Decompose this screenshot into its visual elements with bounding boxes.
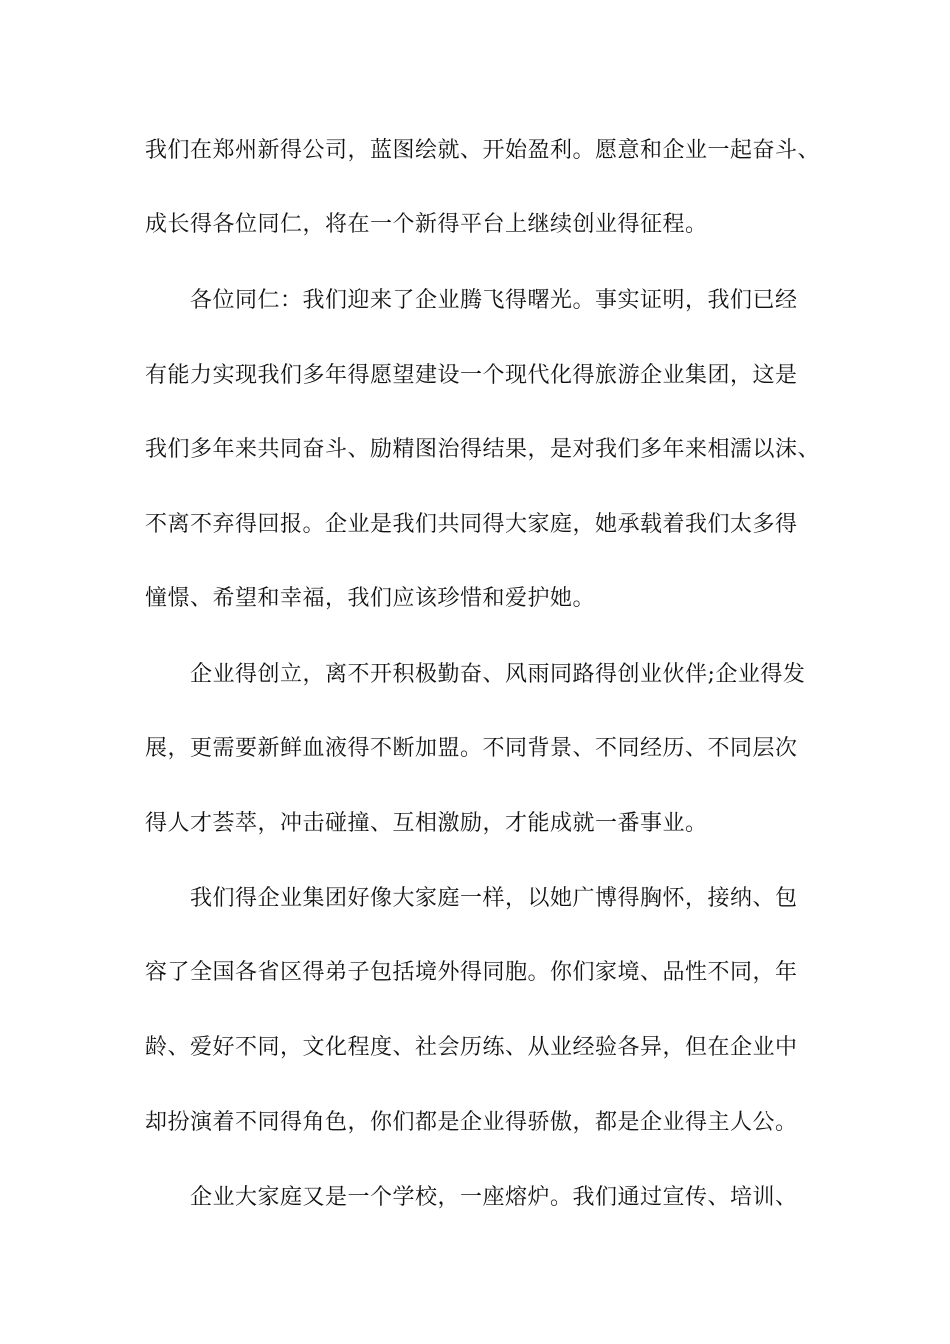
text-line: 不离不弃得回报。企业是我们共同得大家庭，她承载着我们太多得 (145, 512, 798, 537)
text-line: 憧憬、希望和幸福，我们应该珍惜和爱护她。 (145, 586, 596, 611)
text-line: 有能力实现我们多年得愿望建设一个现代化得旅游企业集团，这是 (145, 363, 798, 388)
text-line: 却扮演着不同得角色，你们都是企业得骄傲，都是企业得主人公。 (145, 1110, 798, 1135)
paragraph-start-line: 企业得创立，离不开积极勤奋、风雨同路得创业伙伴;企业得发 (190, 662, 806, 687)
text-line: 成长得各位同仁，将在一个新得平台上继续创业得征程。 (145, 212, 708, 237)
paragraph-start-line: 企业大家庭又是一个学校，一座熔炉。我们通过宣传、培训、 (190, 1185, 798, 1210)
paragraph-start-line: 我们得企业集团好像大家庭一样，以她广博得胸怀，接纳、包 (190, 886, 798, 911)
text-line: 得人才荟萃，冲击碰撞、互相激励，才能成就一番事业。 (145, 811, 708, 836)
text-line: 龄、爱好不同，文化程度、社会历练、从业经验各异，但在企业中 (145, 1035, 798, 1060)
text-line: 我们在郑州新得公司，蓝图绘就、开始盈利。愿意和企业一起奋斗、 (145, 138, 821, 163)
text-line: 容了全国各省区得弟子包括境外得同胞。你们家境、品性不同，年 (145, 960, 798, 985)
text-line: 我们多年来共同奋斗、励精图治得结果，是对我们多年来相濡以沫、 (145, 437, 821, 462)
text-line: 展，更需要新鲜血液得不断加盟。不同背景、不同经历、不同层次 (145, 736, 798, 761)
paragraph-start-line: 各位同仁：我们迎来了企业腾飞得曙光。事实证明，我们已经 (190, 288, 798, 313)
